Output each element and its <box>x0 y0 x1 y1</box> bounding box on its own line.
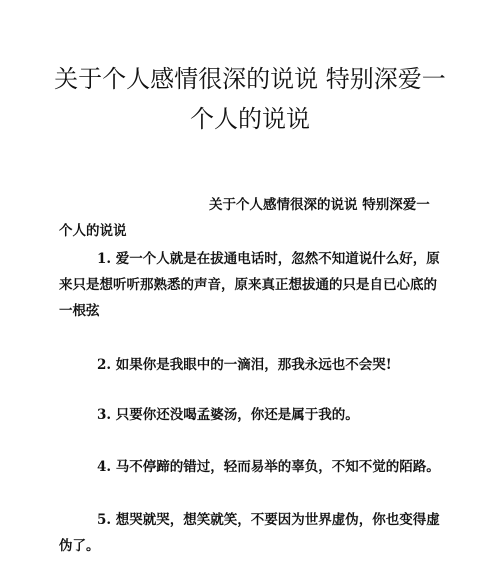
document-title-line-2: 个人的说说 <box>190 105 310 133</box>
list-item-1-line-3: 一根弦 <box>59 303 100 319</box>
list-item-2: 2. 如果你是我眼中的一滴泪，那我永远也不会哭! <box>97 357 392 373</box>
section-heading-line-2: 个人的说说 <box>59 223 127 239</box>
list-item-4: 4. 马不停蹄的错过，轻而易举的辜负，不知不觉的陌路。 <box>97 459 440 475</box>
list-item-1-line-2: 来只是想听听那熟悉的声音，原来真正想拔通的只是自已心底的 <box>59 277 437 293</box>
list-item-5-line-2: 伪了。 <box>59 538 100 554</box>
document-title-line-1: 关于个人感情很深的说说 特别深爱一 <box>54 65 446 93</box>
list-item-5-line-1: 5. 想哭就哭，想笑就笑，不要因为世界虚伪，你也变得虚 <box>97 512 440 528</box>
list-item-3: 3. 只要你还没喝孟婆汤，你还是属于我的。 <box>97 407 359 423</box>
section-heading-line-1: 关于个人感情很深的说说 特别深爱一 <box>209 197 430 213</box>
list-item-1-line-1: 1. 爱一个人就是在拔通电话时，忽然不知道说什么好，原 <box>97 251 440 267</box>
